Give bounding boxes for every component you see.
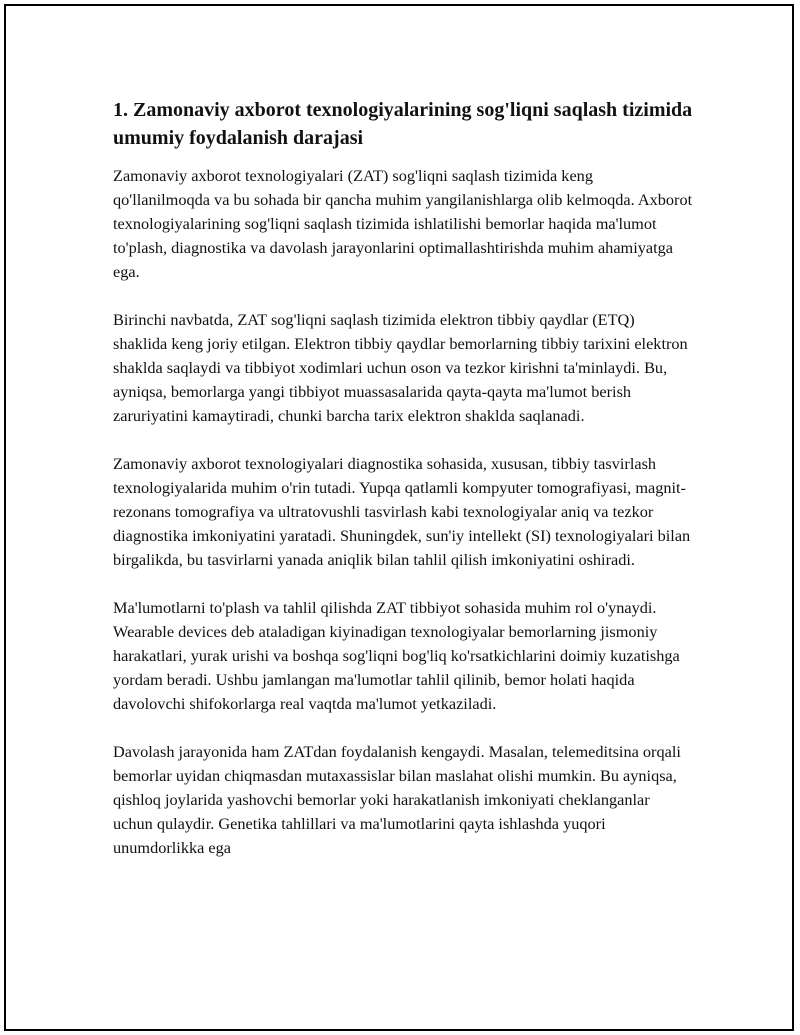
document-body [113, 96, 693, 884]
paragraph-2: Birinchi navbatda, ZAT sog'liqni saqlash tizimida elektron tibbiy qaydlar (ETQ) shaklida keng joriy etilgan. Elektron tibbiy qaydlar bemorlarning tibbiy tarixini elektron shaklda saqlaydi va tibbiyot xodimlari uchun oson va tezkor kirishni ta'minlaydi. Bu, ayniqsa, bemorlarga yangi tibbiyot muassasalarida qayta-qayta ma'lumot berish zaruriyatini kamaytiradi, chunki barcha tarix elektron shaklda saqlanadi. [113, 310, 688, 425]
section-title: 1. Zamonaviy axborot texnologiyalarining sog'liqni saqlash tizimida umumiy foydalanish darajasi [113, 99, 693, 149]
paragraph-3: Zamonaviy axborot texnologiyalari diagnostika sohasida, xususan, tibbiy tasvirlash texnologiyalarida muhim o'rin tutadi. Yupqa qatlamli kompyuter tomografiyasi, magnit-rezonans tomografiya va ultratovushli tasvirlash kabi texnologiyalar aniq va tezkor diagnostika imkoniyatini yaratadi. Shuningdek, sun'iy intellekt (SI) texnologiyalari bilan birgalikda, bu tasvirlarni yanada aniqlik bilan tahlil qilish imkoniyatini oshiradi. [113, 454, 691, 569]
paragraph-1: Zamonaviy axborot texnologiyalari (ZAT) sog'liqni saqlash tizimida keng qo'llanilmoqda va bu sohada bir qancha muhim yangilanishlarga olib kelmoqda. Axborot texnologiyalarining sog'liqni saqlash tizimida ishlatilishi bemorlar haqida ma'lumot to'plash, diagnostika va davolash jarayonlarini optimallashtirishda muhim ahamiyatga ega. [113, 166, 693, 281]
paragraph-5: Davolash jarayonida ham ZATdan foydalanish kengaydi. Masalan, telemeditsina orqali bemorlar uyidan chiqmasdan mutaxassislar bilan maslahat olishi mumkin. Bu ayniqsa, qishloq joylarida yashovchi bemorlar yoki harakatlanish imkoniyati cheklanganlar uchun qulaydir. Genetika tahlillari va ma'lumotlarini qayta ishlashda yuqori unumdorlikka ega [113, 742, 681, 857]
paragraph-4: Ma'lumotlarni to'plash va tahlil qilishda ZAT tibbiyot sohasida muhim rol o'ynaydi. Wearable devices deb ataladigan kiyinadigan texnologiyalar bemorlarning jismoniy harakatlari, yurak urishi va boshqa sog'liqni bog'liq ko'rsatkichlarini doimiy kuzatishga yordam beradi. Ushbu jamlangan ma'lumotlar tahlil qilinib, bemor holati haqida davolovchi shifokorlarga real vaqtda ma'lumot yetkaziladi. [113, 598, 680, 713]
